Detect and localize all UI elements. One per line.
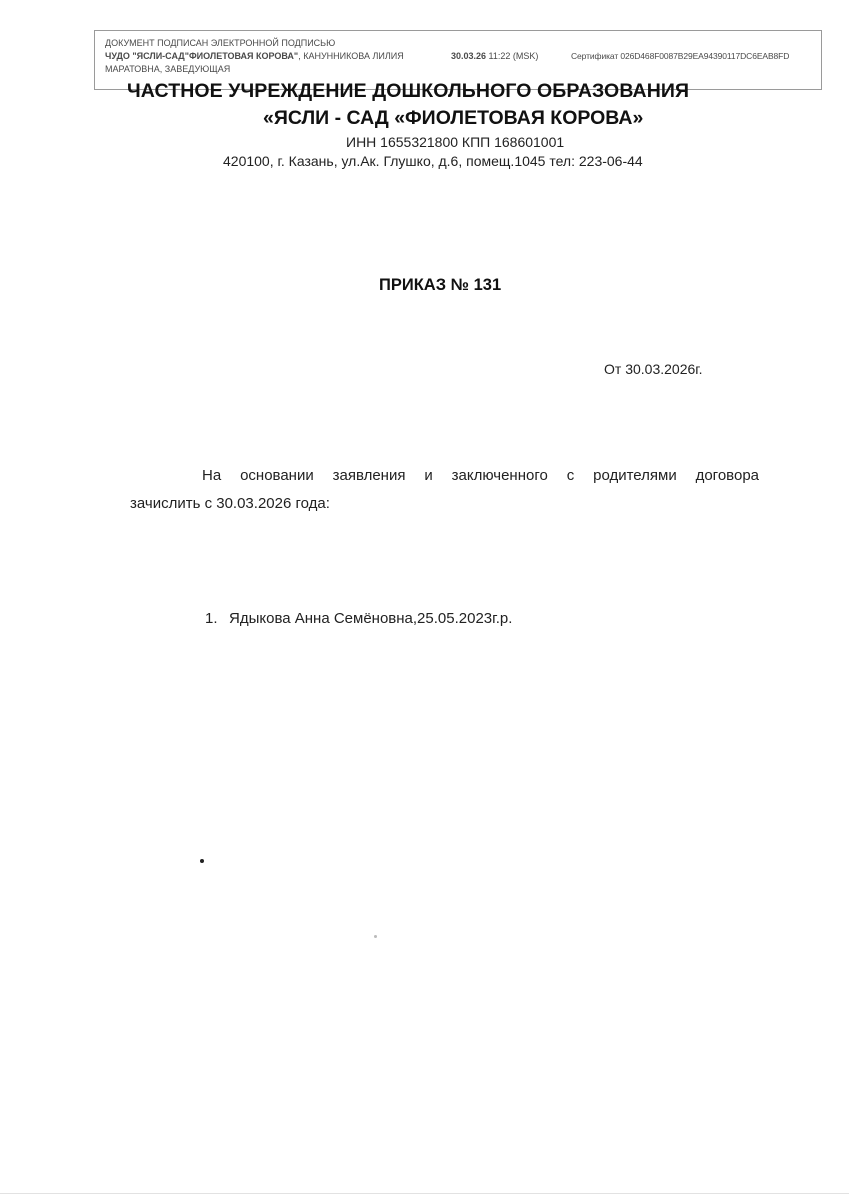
stamp-org-name: ЧУДО "ЯСЛИ-САД"ФИОЛЕТОВАЯ КОРОВА" (105, 51, 299, 61)
order-title: ПРИКАЗ № 131 (379, 276, 502, 294)
list-item-number: 1. (205, 610, 218, 627)
order-date: От 30.03.2026г. (604, 361, 703, 377)
organization-name-line1: ЧАСТНОЕ УЧРЕЖДЕНИЕ ДОШКОЛЬНОГО ОБРАЗОВАНИЯ (127, 80, 690, 102)
stamp-time: 11:22 (MSK) (486, 51, 539, 61)
stamp-signer-row (105, 50, 821, 63)
stamp-date: 30.03.26 (451, 51, 487, 61)
stamp-signer-name: , КАНУННИКОВА ЛИЛИЯ (298, 51, 404, 61)
stamp-heading: ДОКУМЕНТ ПОДПИСАН ЭЛЕКТРОННОЙ ПОДПИСЬЮ (105, 38, 336, 48)
scan-speck (374, 935, 377, 938)
scan-speck (200, 859, 204, 863)
stamp-signer-position: МАРАТОВНА, ЗАВЕДУЮЩАЯ (105, 64, 231, 74)
list-item-text: Ядыкова Анна Семёновна,25.05.2023г.р. (229, 610, 513, 627)
stamp-certificate: Сертификат 026D468F0087B29EA94390117DC6EAB8FD (571, 51, 790, 61)
organization-name-line2: «ЯСЛИ - САД «ФИОЛЕТОВАЯ КОРОВА» (263, 107, 644, 129)
stamp-datetime (451, 50, 538, 63)
inn-kpp: ИНН 1655321800 КПП 168601001 (346, 134, 565, 150)
stamp-signer (105, 50, 404, 63)
list-item (205, 610, 512, 627)
order-text-line1: На основании заявления и заключенного с родителями договора (202, 467, 759, 484)
order-text-line2: зачислить с 30.03.2026 года: (130, 495, 330, 512)
organization-address: 420100, г. Казань, ул.Ак. Глушко, д.6, помещ.1045 тел: 223-06-44 (223, 153, 643, 169)
scan-page-edge (0, 1193, 849, 1194)
